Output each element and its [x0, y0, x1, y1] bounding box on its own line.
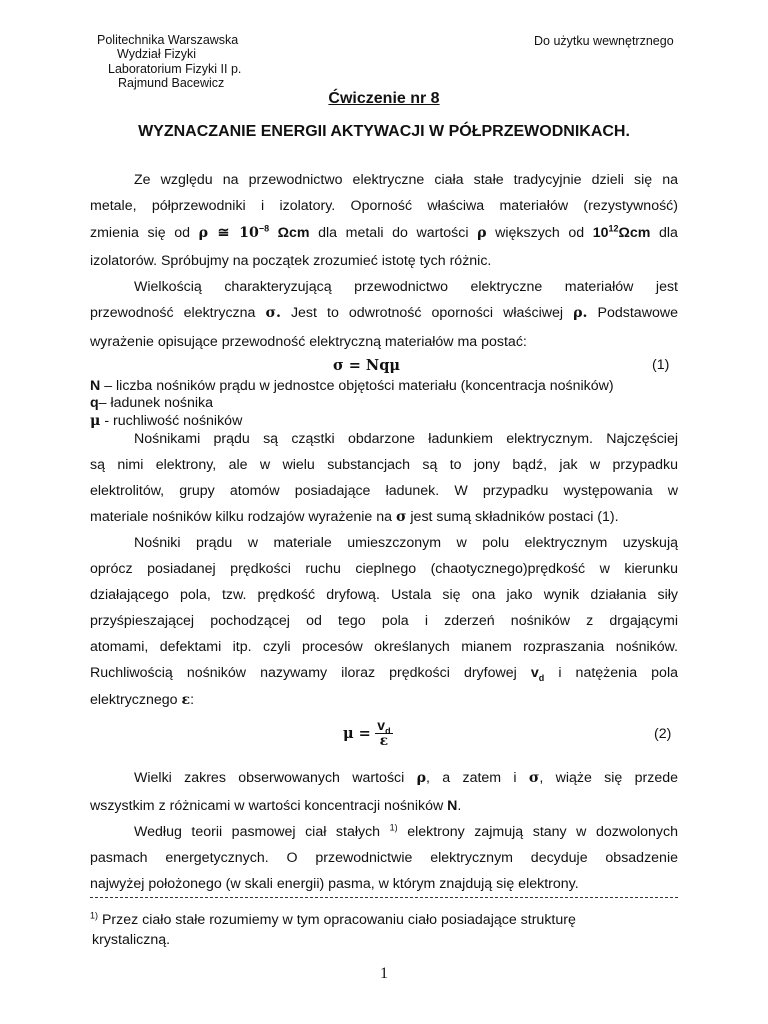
page-number: 1: [380, 965, 388, 982]
header-faculty: Wydział Fizyki: [117, 47, 197, 61]
p1-line4: izolatorów. Spróbujmy na początek zrozumieć istotę tych różnic.: [90, 253, 492, 269]
p3-line1: Nośnikami prądu są cząstki obdarzone ładunkiem elektrycznym. Najczęściej: [134, 431, 678, 447]
p4-line3: działającego pola, tzw. prędkość dryfową. Ustala się ona jako wynik działania siły: [90, 587, 678, 603]
equation-1: σ = Nqμ: [333, 357, 400, 374]
equation-1-number: (1): [652, 357, 670, 373]
def-q: q– ładunek nośnika: [90, 395, 214, 411]
header-author: Rajmund Bacewicz: [118, 76, 225, 90]
p5-line2: wszystkim z różnicami w wartości koncentracji nośników N.: [90, 798, 462, 814]
p3-line4: materiale nośników kilku rodzajów wyrażenie na σ jest sumą składników postaci (1).: [90, 509, 619, 525]
header-university: Politechnika Warszawska: [97, 33, 239, 47]
p1-line1: Ze względu na przewodnictwo elektryczne ciała stałe tradycyjnie dzieli się na: [134, 172, 678, 188]
p3-line2: są nimi elektrony, ale w wielu substancjach są to jony bądź, jak w przypadku: [90, 457, 678, 473]
header-lab: Laboratorium Fizyki II p.: [108, 62, 242, 76]
rho-metal-expression: ρ ≅ $10^{-8}$ Ωcm: [198, 223, 310, 241]
equation-2: μ = $\frac{v_d}{\varepsilon}$: [343, 717, 391, 749]
p3-line3: elektrolitów, grupy atomów posiadające ładunek. W przypadku występowania w: [90, 483, 678, 499]
p6-line3: najwyżej położonego (w skali energii) pasma, w którym znajdują się elektrony.: [90, 876, 579, 892]
p6-line2: pasmach energetycznych. O przewodnictwie elektrycznym decyduje obsadzenie: [90, 850, 678, 866]
p4-line4: przyśpieszającej pochodzącej od tego pola i zderzeń nośników z drgającymi: [90, 613, 678, 629]
p1-line2: metale, półprzewodniki i izolatory. Oporność właściwa materiałów (rezystywność): [90, 198, 678, 214]
p4-line1: Nośniki prądu w materiale umieszczonym w polu elektrycznym uzyskują: [134, 535, 678, 551]
p4-line7: elektrycznego ε:: [90, 692, 195, 708]
exercise-subtitle: WYZNACZANIE ENERGII AKTYWACJI W PÓŁPRZEWODNIKACH.: [138, 123, 630, 140]
p4-line6: Ruchliwością nośników nazywamy iloraz prędkości dryfowej $v_d$ i natężenia pola: [90, 665, 678, 683]
footnote-separator: [90, 897, 678, 898]
equation-2-number: (2): [654, 726, 672, 742]
exercise-title: Ćwiczenie nr 8: [328, 90, 440, 107]
footnote-ref: 1): [389, 822, 398, 833]
p4-line5: atomami, defektami itp. czyli procesów określanych mianem rozpraszania nośników.: [90, 639, 678, 655]
p4-line2: oprócz posiadanej prędkości ruchu cieplnego (chaotycznego)prędkość w kierunku: [90, 561, 678, 577]
footnote-line2: krystaliczną.: [92, 932, 171, 948]
p5-line1: Wielki zakres obserwowanych wartości ρ, a zatem i σ, wiąże się przede: [134, 770, 678, 786]
p6-line1: Według teorii pasmowej ciał stałych $^{1)}$ elektrony zajmują stany w dozwolonych: [134, 822, 678, 840]
p2-line3: wyrażenie opisujące przewodność elektryczną materiałów ma postać:: [90, 334, 527, 350]
p2-line1: Wielkością charakteryzującą przewodnictwo elektryczne materiałów jest: [134, 279, 678, 295]
def-mu: μ - ruchliwość nośników: [90, 413, 243, 429]
footnote-line1: $^{1)}$ Przez ciało stałe rozumiemy w tym opracowaniu ciało posiadające strukturę: [90, 910, 576, 928]
p2-line2: przewodność elektryczna σ. Jest to odwrotność oporności właściwej ρ. Podstawowe: [90, 305, 678, 321]
rho-insulator-expression: $10^{12}\Omega cm$: [592, 223, 651, 241]
def-n: N – liczba nośników prądu w jednostce objętości materiału (koncentracja nośników): [90, 378, 614, 394]
header-internal-use: Do użytku wewnętrznego: [534, 34, 674, 48]
p1-line3: zmienia się od ρ ≅ $10^{-8}$ Ωcm dla metali do wartości ρ większych od $10^{12}\Omega cm$ dla: [90, 223, 678, 241]
